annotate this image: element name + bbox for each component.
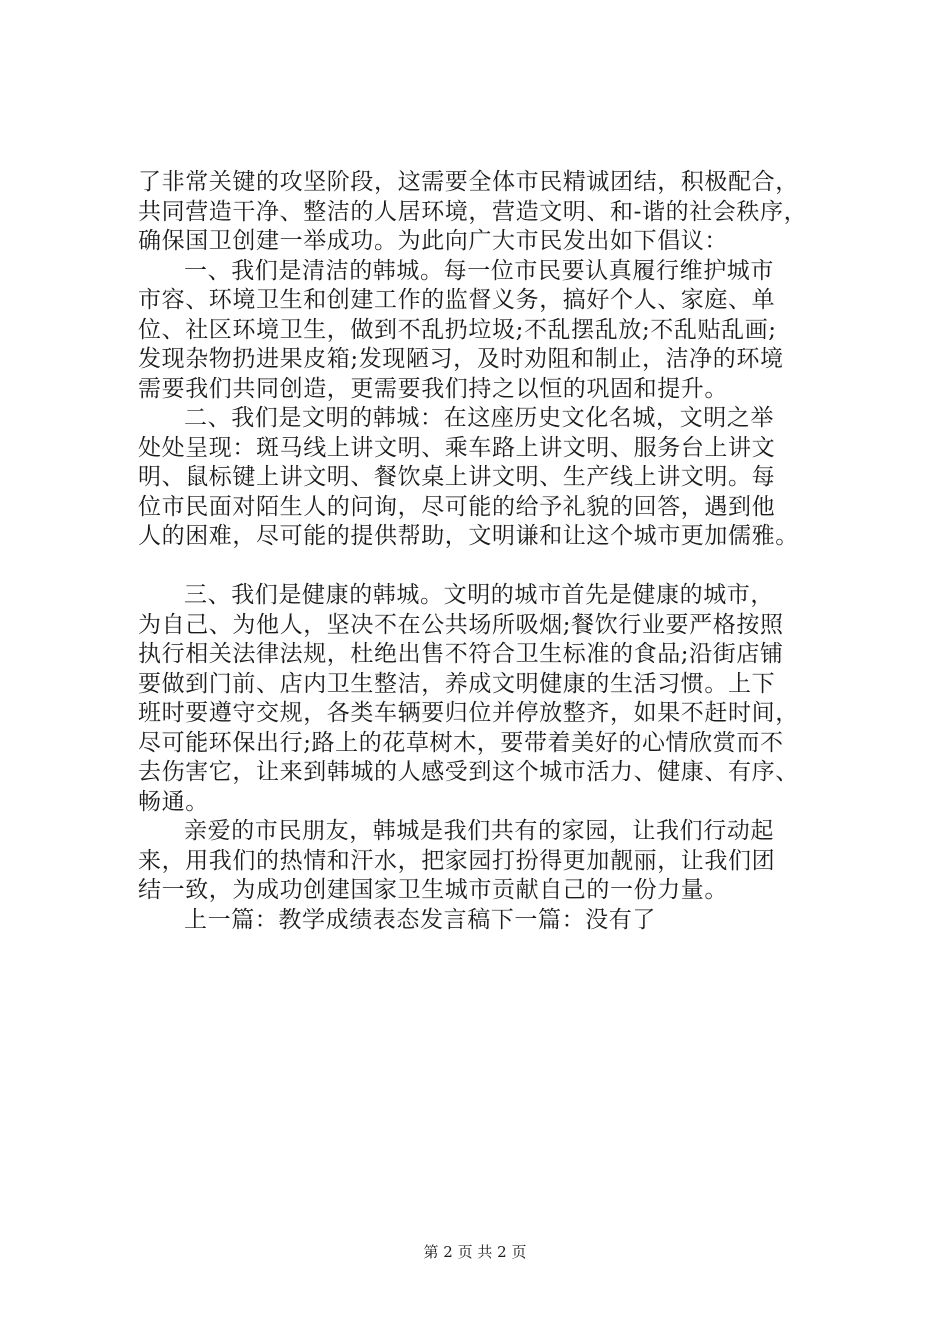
document-body (138, 168, 854, 935)
text-line: 畅通。 (138, 788, 209, 815)
paragraph-gap (138, 552, 854, 582)
text-line: 明、鼠标键上讲文明、餐饮桌上讲文明、生产线上讲文明。每 (138, 464, 776, 490)
text-line: 了非常关键的攻坚阶段，这需要全体市民精诚团结，积极配合， (138, 169, 799, 195)
text-line: 人的困难，尽可能的提供帮助，文明谦和让这个城市更加儒雅。 (138, 523, 799, 549)
text-line: 处处呈现：斑马线上讲文明、乘车路上讲文明、服务台上讲文 (138, 434, 776, 461)
prev-next-navigation[interactable]: 上一篇：教学成绩表态发言稿下一篇：没有了 (184, 906, 656, 933)
text-line: 尽可能环保出行;路上的花草树木，要带着美好的心情欣赏而不 (138, 729, 784, 756)
text-line: 班时要遵守交规，各类车辆要归位并停放整齐，如果不赶时间， (138, 700, 799, 726)
text-line: 执行相关法律法规，杜绝出售不符合卫生标准的食品;沿街店铺 (138, 641, 784, 667)
text-line: 位、社区环境卫生，做到不乱扔垃圾;不乱摆乱放;不乱贴乱画; (138, 316, 777, 343)
page-number-footer: 第 2 页 共 2 页 (423, 1243, 527, 1261)
text-line: 结一致，为成功创建国家卫生城市贡献自己的一份力量。 (138, 877, 728, 903)
text-line: 需要我们共同创造，更需要我们持之以恒的巩固和提升。 (138, 375, 728, 402)
paragraph-1-start: 一、我们是清洁的韩城。每一位市民要认真履行维护城市 (184, 257, 774, 284)
paragraph-2-start: 二、我们是文明的韩城：在这座历史文化名城，文明之举 (184, 405, 774, 431)
paragraph-4-start: 亲爱的市民朋友，韩城是我们共有的家园，让我们行动起 (184, 818, 774, 844)
text-line: 要做到门前、店内卫生整洁，养成文明健康的生活习惯。上下 (138, 670, 776, 697)
text-line: 市容、环境卫生和创建工作的监督义务，搞好个人、家庭、单 (138, 287, 776, 313)
text-line: 共同营造干净、整洁的人居环境，营造文明、和-谐的社会秩序， (138, 198, 808, 225)
text-line: 为自己、为他人，坚决不在公共场所吸烟;餐饮行业要严格按照 (138, 611, 784, 638)
text-line: 发现杂物扔进果皮箱;发现陋习，及时劝阻和制止，洁净的环境 (138, 346, 784, 372)
text-line: 去伤害它，让来到韩城的人感受到这个城市活力、健康、有序、 (138, 759, 799, 785)
paragraph-3-start: 三、我们是健康的韩城。文明的城市首先是健康的城市， (184, 582, 774, 608)
text-line: 位市民面对陌生人的问询，尽可能的给予礼貌的回答，遇到他 (138, 493, 776, 520)
text-line: 来，用我们的热情和汗水，把家园打扮得更加靓丽，让我们团 (138, 847, 776, 874)
text-line: 确保国卫创建一举成功。为此向广大市民发出如下倡议： (138, 228, 728, 254)
